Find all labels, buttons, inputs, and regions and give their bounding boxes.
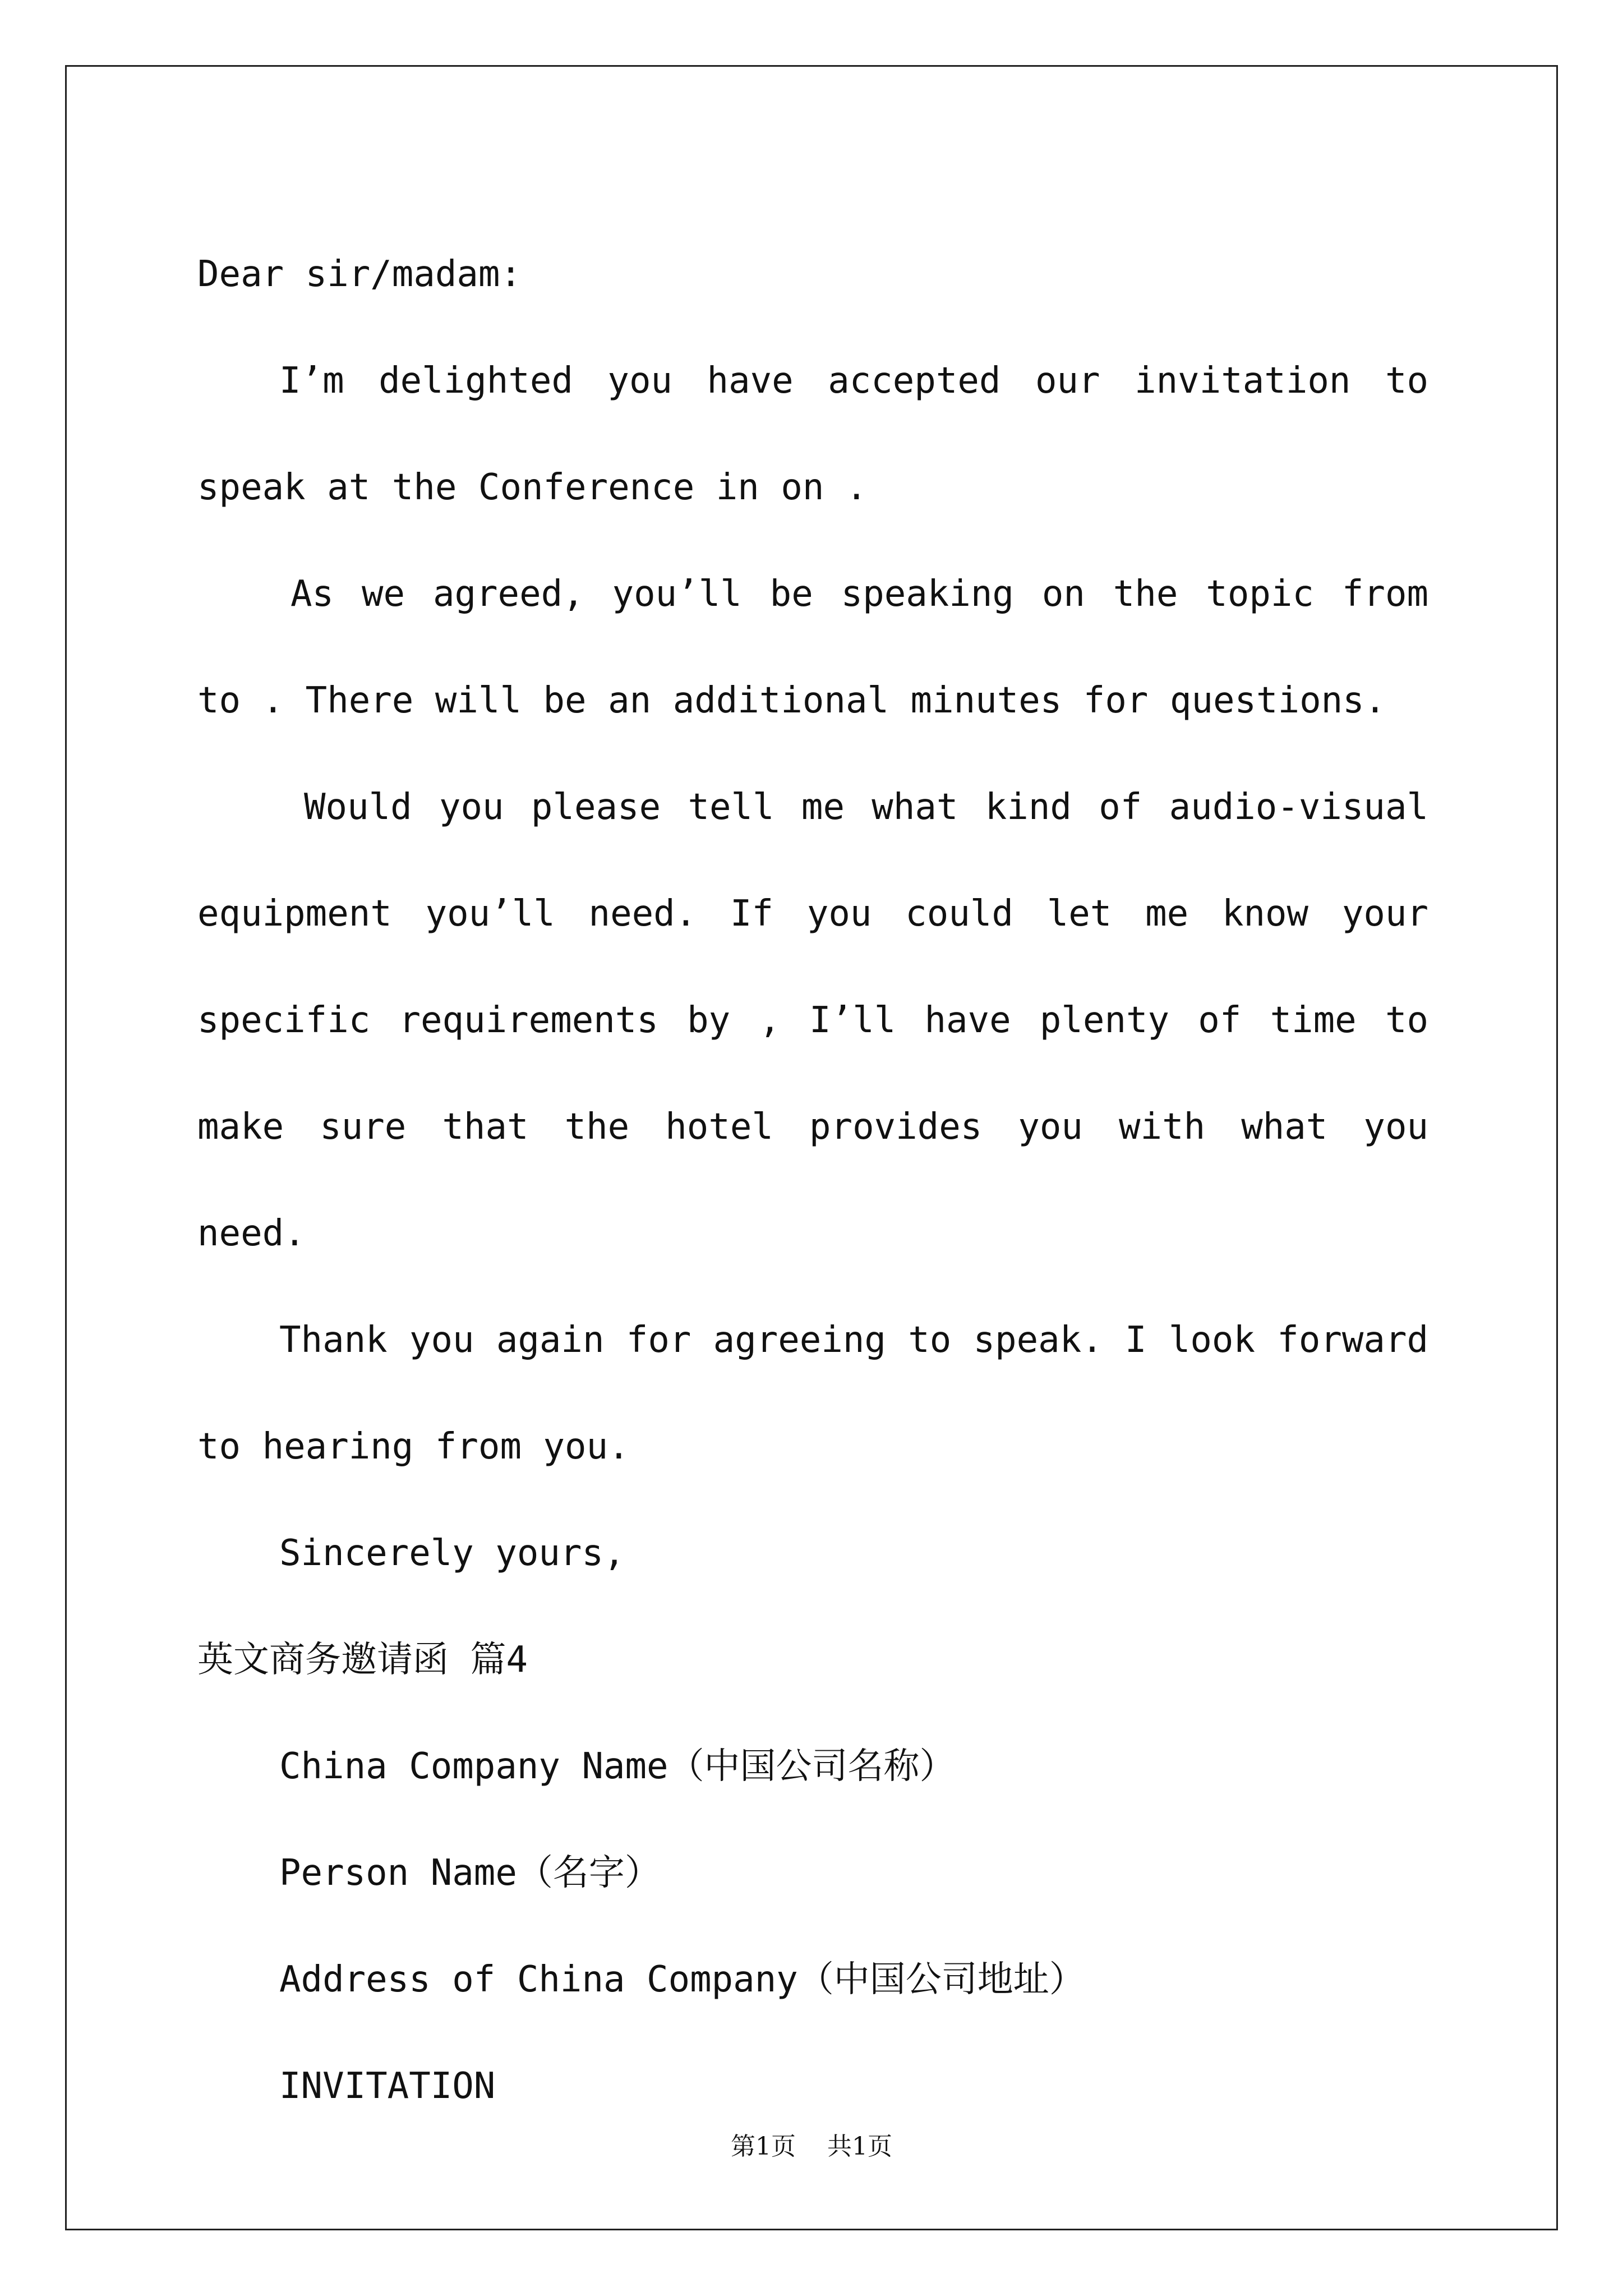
closing: Sincerely yours, bbox=[279, 1533, 625, 1574]
page-footer bbox=[0, 2126, 1623, 2162]
paragraph-topic: As we agreed, you’ll be speaking on the topic from to . There will be an additional minutes for questions. bbox=[197, 573, 1428, 721]
company-name-line: China Company Name（中国公司名称） bbox=[279, 1746, 956, 1787]
page-number: 第1页 bbox=[731, 2132, 796, 2161]
address-line: Address of China Company（中国公司地址） bbox=[279, 1959, 1085, 2000]
paragraph-acceptance: I’m delighted you have accepted our invitation to speak at the Conference in on . bbox=[197, 360, 1428, 508]
person-name-line: Person Name（名字） bbox=[279, 1852, 661, 1894]
section-heading: 英文商务邀请函 篇4 bbox=[197, 1639, 528, 1681]
invitation-label: INVITATION bbox=[279, 2065, 496, 2107]
document-body bbox=[197, 221, 1428, 2139]
paragraph-thanks: Thank you again for agreeing to speak. I look forward to hearing from you. bbox=[197, 1319, 1428, 1467]
page-total: 共1页 bbox=[827, 2132, 892, 2161]
paragraph-equipment: Would you please tell me what kind of audio-visual equipment you’ll need. If you could let me know your specific requirements by , I’ll have plenty of time to make sure that the hotel provides you with what you need. bbox=[197, 786, 1428, 1254]
salutation: Dear sir/madam: bbox=[197, 254, 522, 295]
